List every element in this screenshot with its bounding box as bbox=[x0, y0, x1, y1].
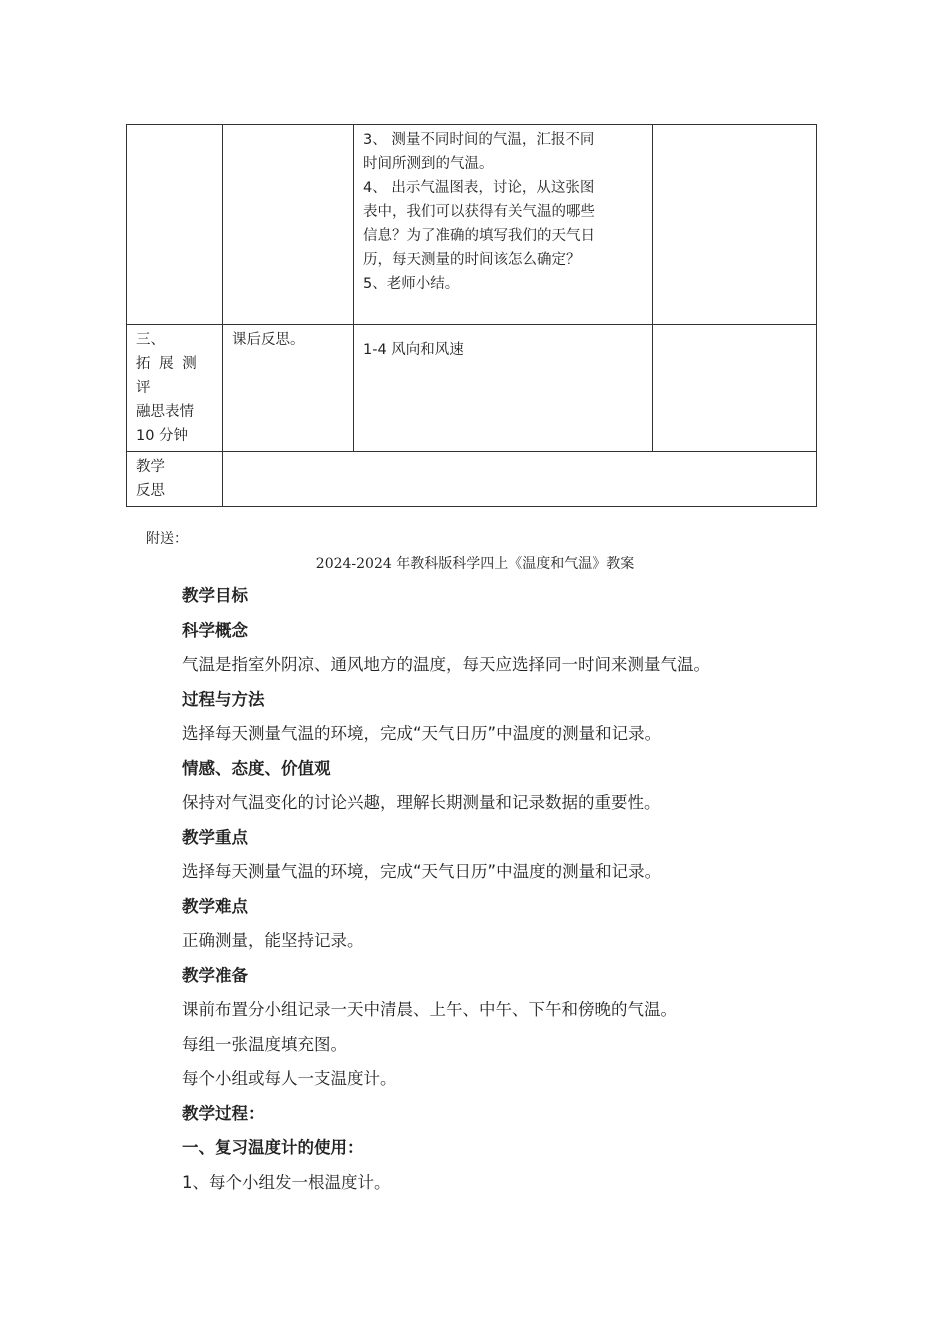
paragraph-line: 每个小组或每人一支温度计。 bbox=[182, 1069, 397, 1088]
cell-text-line: 5、老师小结。 bbox=[363, 276, 460, 292]
paragraph-line: 气温是指室外阴凉、通风地方的温度，每天应选择同一时间来测量气温。 bbox=[182, 655, 710, 674]
table-row bbox=[127, 452, 817, 507]
cell-text-line: 课后反思。 bbox=[232, 332, 305, 348]
heading-line: 一、复习温度计的使用： bbox=[182, 1138, 364, 1157]
cell-text-line: 时间所测到的气温。 bbox=[363, 156, 494, 172]
teaching-reflection-label bbox=[127, 452, 223, 507]
paragraph-line: 1、每个小组发一根温度计。 bbox=[182, 1172, 391, 1192]
stage-cell bbox=[127, 325, 223, 452]
next-lesson-topic: 1-4 风向和风速 bbox=[363, 342, 464, 358]
table-row bbox=[127, 325, 817, 452]
appendix-label: 附送： bbox=[146, 531, 188, 547]
cell-text-line: 教学 bbox=[136, 459, 165, 475]
paragraph-line: 选择每天测量气温的环境，完成“天气日历”中温度的测量和记录。 bbox=[182, 862, 662, 881]
heading-line: 情感、态度、价值观 bbox=[182, 758, 331, 778]
paragraph-line: 课前布置分小组记录一天中清晨、上午、中午、下午和傍晚的气温。 bbox=[182, 1000, 677, 1019]
paragraph-line: 选择每天测量气温的环境，完成“天气日历”中温度的测量和记录。 bbox=[182, 724, 662, 743]
lesson-plan-table bbox=[126, 124, 817, 507]
reflection-cell bbox=[223, 325, 354, 452]
cell-text-line: 拓 展 测 评 bbox=[136, 356, 199, 396]
paragraph-line: 正确测量，能坚持记录。 bbox=[182, 931, 364, 950]
cell-text-line: 历，每天测量的时间该怎么确定？ bbox=[363, 252, 581, 268]
heading-line: 教学准备 bbox=[182, 965, 248, 985]
table-cell bbox=[653, 325, 817, 452]
document-title: 2024-2024 年教科版科学四上《温度和气温》教案 bbox=[315, 556, 635, 572]
cell-text-line: 4、 出示气温图表，讨论，从这张图 bbox=[363, 180, 595, 196]
cell-text-line: 反思 bbox=[136, 483, 165, 499]
heading-line: 科学概念 bbox=[182, 620, 248, 640]
heading-line: 教学重点 bbox=[182, 827, 248, 847]
cell-text-line: 融思表情 bbox=[136, 404, 194, 420]
cell-text-line: 3、 测量不同时间的气温，汇报不同 bbox=[363, 132, 595, 148]
paragraph-line: 每组一张温度填充图。 bbox=[182, 1034, 347, 1054]
paragraph-line: 保持对气温变化的讨论兴趣，理解长期测量和记录数据的重要性。 bbox=[182, 793, 661, 812]
teaching-reflection-content bbox=[223, 452, 817, 507]
heading-line: 过程与方法 bbox=[182, 689, 265, 709]
heading-line: 教学目标 bbox=[182, 586, 248, 605]
cell-text-line: 表中，我们可以获得有关气温的哪些 bbox=[363, 204, 595, 220]
lesson-plan-body bbox=[182, 579, 842, 1200]
heading-line: 教学过程： bbox=[182, 1103, 265, 1123]
cell-text-line: 信息？为了准确的填写我们的天气日 bbox=[363, 228, 595, 244]
heading-line: 教学难点 bbox=[182, 896, 248, 916]
table-cell bbox=[127, 125, 223, 325]
next-lesson-cell bbox=[354, 325, 653, 452]
table-row bbox=[127, 125, 817, 325]
table-cell bbox=[653, 125, 817, 325]
table-cell bbox=[223, 125, 354, 325]
cell-text-line: 10 分钟 bbox=[136, 428, 189, 444]
cell-text-line: 三、 bbox=[136, 332, 165, 348]
activity-steps-cell bbox=[354, 125, 653, 325]
